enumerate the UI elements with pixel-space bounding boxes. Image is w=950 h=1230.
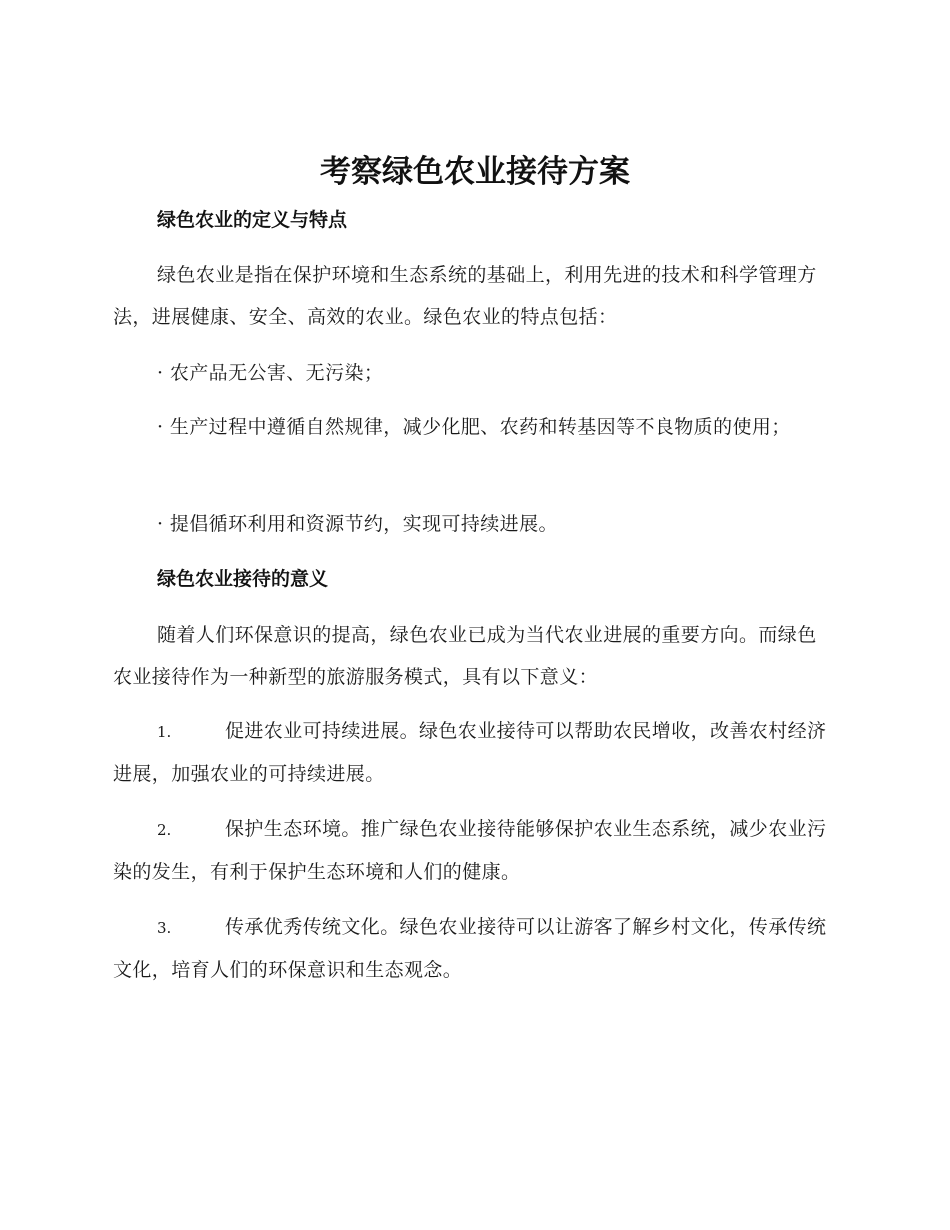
section-heading-significance: 绿色农业接待的意义 bbox=[157, 568, 329, 590]
numbered-item-text: 传承优秀传统文化。绿色农业接待可以让游客了解乡村文化，传承传统文化，培育人们的环保意识和生态观念。 bbox=[113, 916, 827, 981]
paragraph-significance-intro: 随着人们环保意识的提高，绿色农业已成为当代农业进展的重要方向。而绿色农业接待作为一种新型的旅游服务模式，具有以下意义： bbox=[113, 624, 817, 688]
section-heading-definition: 绿色农业的定义与特点 bbox=[157, 209, 348, 231]
numbered-item bbox=[113, 808, 833, 893]
numbered-item-text: 保护生态环境。推广绿色农业接待能够保护农业生态系统，减少农业污染的发生，有利于保护生态环境和人们的健康。 bbox=[113, 818, 827, 883]
bullet-item: · 提倡循环利用和资源节约，实现可持续进展。 bbox=[157, 513, 558, 535]
bullet-item: · 生产过程中遵循自然规律，减少化肥、农药和转基因等不良物质的使用； bbox=[157, 416, 791, 438]
numbered-item bbox=[113, 710, 833, 795]
list-number: 3. bbox=[157, 919, 172, 937]
list-number: 2. bbox=[157, 821, 172, 839]
bullet-item: · 农产品无公害、无污染； bbox=[157, 362, 384, 384]
numbered-item-text: 促进农业可持续进展。绿色农业接待可以帮助农民增收，改善农村经济进展，加强农业的可持续进展。 bbox=[113, 720, 827, 785]
numbered-item bbox=[113, 906, 833, 991]
list-number: 1. bbox=[157, 723, 172, 741]
paragraph-definition-intro: 绿色农业是指在保护环境和生态系统的基础上，利用先进的技术和科学管理方法，进展健康、安全、高效的农业。绿色农业的特点包括： bbox=[113, 264, 817, 328]
document-title: 考察绿色农业接待方案 bbox=[320, 154, 630, 190]
